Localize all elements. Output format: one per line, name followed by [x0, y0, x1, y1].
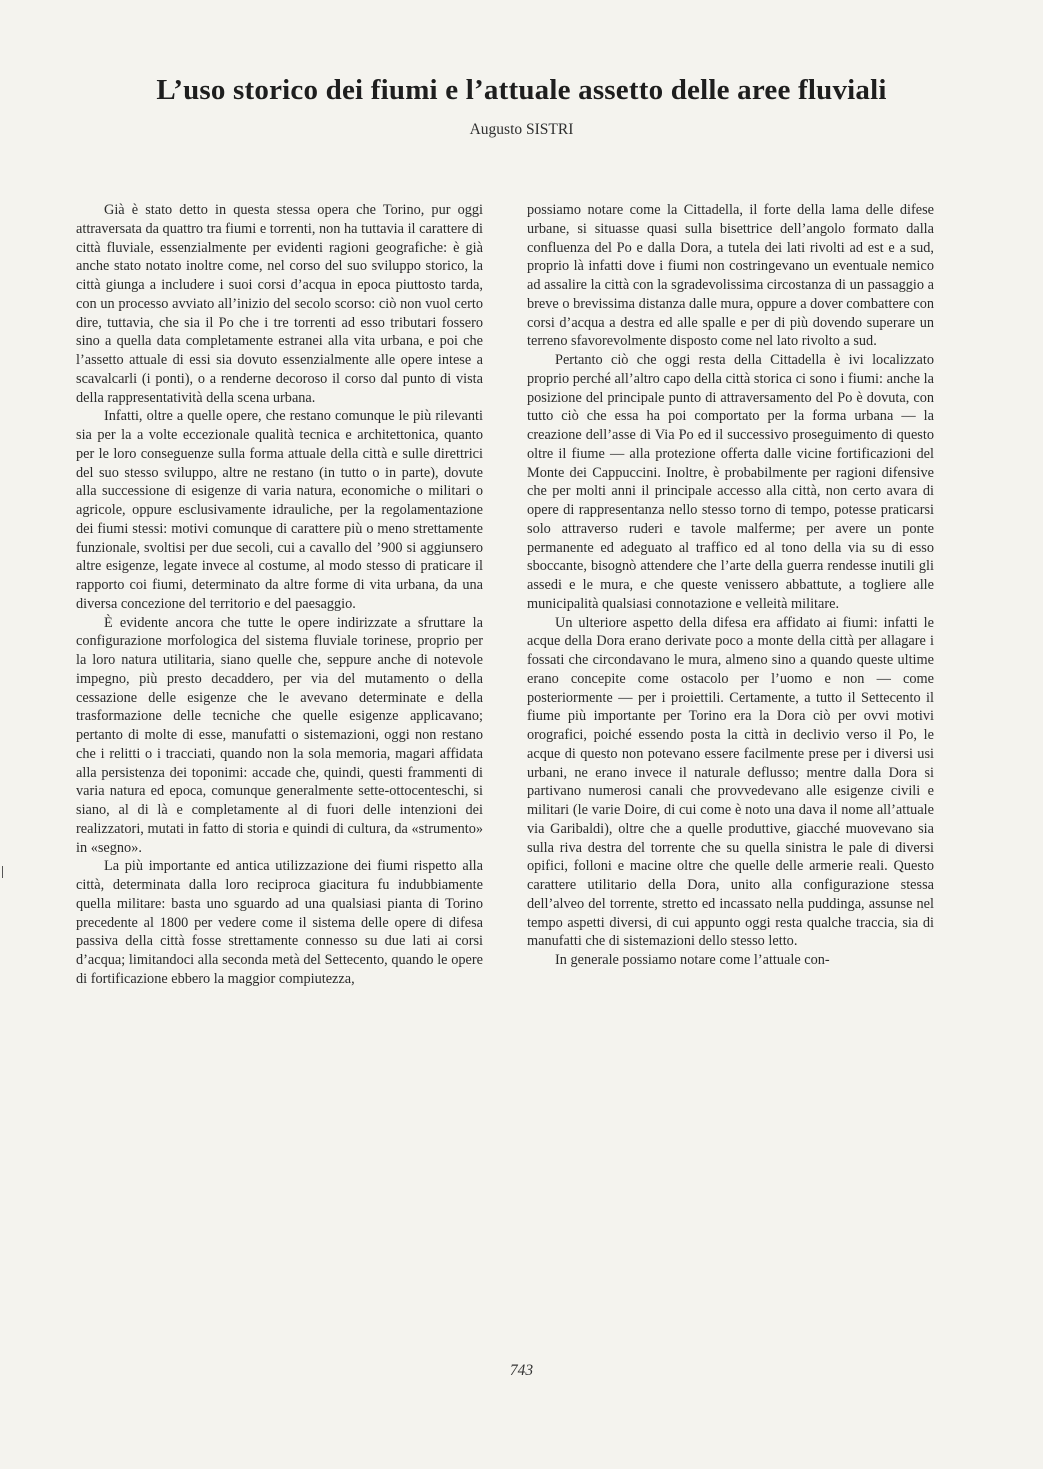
paragraph: La più importante ed antica utilizzazione dei fiumi rispetto alla città, determinata dalla loro reciproca giacitura fu indubbiamente quella militare: basta uno sguardo ad una qualsiasi pianta di Torino precedente al 1800 per vedere come il sistema delle opere di difesa passiva della città fosse strettamente connesso su due lati ai corsi d’acqua; limitandoci alla seconda metà del Settecento, quando le opere di fortificazione ebbero la maggior compiutezza,	[76, 858, 483, 987]
margin-mark	[2, 866, 3, 878]
text-column-left	[76, 201, 483, 989]
paragraph: È evidente ancora che tutte le opere indirizzate a sfruttare la configurazione morfologica del sistema fluviale torinese, proprio per la loro natura utilitaria, siano quelle che, seppure anche di notevole impegno, più presto decaddero, per via del mutamento o della cessazione delle esigenze che le avevano determinate e della trasformazione delle tecniche che quelle esigenze applicavano; pertanto di molte di esse, manufatti o sistemazioni, oggi non restano che i relitti o i tracciati, quando non la sola memoria, magari affidata alla persistenza dei toponimi: accade che, quindi, questi frammenti di varia natura ed epoca, comunque generalmente sette-ottocenteschi, si siano, al di là e completamente al di fuori delle intenzioni dei realizzatori, mutati in fatto di storia e quindi di cultura, da «strumento» in «segno».	[76, 614, 483, 856]
author-name: Augusto SISTRI	[469, 121, 574, 138]
article-title: L’uso storico dei fiumi e l’attuale assetto delle aree fluviali	[156, 74, 887, 106]
text-column-right	[527, 201, 934, 970]
paragraph: Pertanto ciò che oggi resta della Cittadella è ivi localizzato proprio perché all’altro capo della città storica ci sono i fiumi: anche la posizione del principale punto di attraversamento del Po è dovuta, con tutto ciò che essa ha poi comportato per la forma urbana — la creazione dell’asse di Via Po ed il successivo proseguimento di questo oltre il fiume — alla protezione offerta dalle vicine fortificazioni del Monte dei Cappuccini. Inoltre, è probabilmente per ragioni difensive che per molti anni il principale accesso alla città, non certo avara di opere di rappresentanza nello stesso torno di tempo, potesse praticarsi solo attraverso ruderi e tavole malferme; per avere un ponte permanente ed adeguato al traffico ed al tono della via su di esso sboccante, bisognò attendere che l’arte della guerra rendesse inutili gli assedi e le mura, e che queste venissero abbattute, a togliere alle municipalità qualsiasi connotazione e velleità militare.	[527, 352, 934, 612]
paragraph: In generale possiamo notare come l’attuale con-	[555, 952, 830, 968]
page-number: 743	[509, 1362, 534, 1379]
paragraph-continued: possiamo notare come la Cittadella, il forte della lama delle difese urbane, si situasse quasi sulla bisettrice dell’angolo formato dalla confluenza del Po e dalla Dora, a tutela dei lati rivolti ad est e a sud, proprio là infatti dove i fiumi non costringevano un eventuale nemico ad assalire la città con la sgradevolissima circostanza di un passaggio a breve o brevissima distanza dalle mura, oppure a dover combattere con corsi d’acqua a destra ed alle spalle e per di più dovendo superare un terreno sfavorevolmente disposto come nel lato rivolto a sud.	[527, 202, 934, 350]
paragraph: Infatti, oltre a quelle opere, che restano comunque le più rilevanti sia per la a volte eccezionale qualità tecnica e architettonica, quanto per le loro conseguenze sulla forma attuale della città e sulle direttrici del suo stesso sviluppo, altre ne restano (in tutto o in parte), dovute alla successione di esigenze di varia natura, economiche o militari o agricole, oppure esclusivamente idrauliche, per la regolamentazione dei fiumi stessi: motivi comunque di carattere più o meno strettamente funzionale, svoltisi per due secoli, cui a cavallo del ’900 si aggiunsero altre esigenze, legate invece al costume, al modo stesso di praticare il rapporto coi fiumi, determinato da altre forme di vita urbana, da una diversa concezione del territorio e del paesaggio.	[76, 408, 483, 612]
paragraph: Un ulteriore aspetto della difesa era affidato ai fiumi: infatti le acque della Dora erano derivate poco a monte della città per allagare i fossati che circondavano le mura, almeno sino a quando queste ultime erano concepite come ostacolo per l’uomo e non — come posteriormente — per i proiettili. Certamente, a tutto il Settecento il fiume più importante per Torino era la Dora ciò per ovvi motivi orografici, poiché essendo posta la città in declivio verso il Po, le acque di questo non potevano essere facilmente prese per i diversi usi urbani, ne erano invece il naturale deflusso; mentre dalla Dora si partivano numerosi canali che provvedevano alle esigenze civili e militari (le varie Doire, di cui come è noto una dava il nome all’attuale via Garibaldi), oltre che a quelle produttive, giacché muovevano sia sulla riva destra del torrente che su quella sinistra le pale di diversi opifici, folloni e macine oltre che quelle delle armerie reali. Questo carattere utilitario della Dora, unito alla configurazione stessa dell’alveo del torrente, stretto ed incassato nella puddinga, assunse nel tempo aspetti diversi, di cui appunto oggi resta qualche traccia, sia di manufatti che di sistemazioni dello stesso letto.	[527, 614, 934, 950]
paragraph: Già è stato detto in questa stessa opera che Torino, pur oggi attraversata da quattro tra fiumi e torrenti, non ha tuttavia il carattere di città fluviale, essenzialmente per evidenti ragioni geografiche: è già anche stato notato inoltre come, nel corso del suo sviluppo storico, la città giunga a includere i suoi corsi d’acqua in epoca piuttosto tarda, con un processo avviato all’inizio del secolo scorso: ciò non vuol certo dire, tuttavia, che sia il Po che i tre torrenti ad esso tributari fossero sino a quella data completamente estranei alla vita urbana, e poi che l’assetto attuale di essi sia dovuto essenzialmente alle opere intese a scavalcarli (i ponti), o a renderne decoroso il corso dal punto di vista della rappresentatività della scena urbana.	[76, 202, 483, 406]
